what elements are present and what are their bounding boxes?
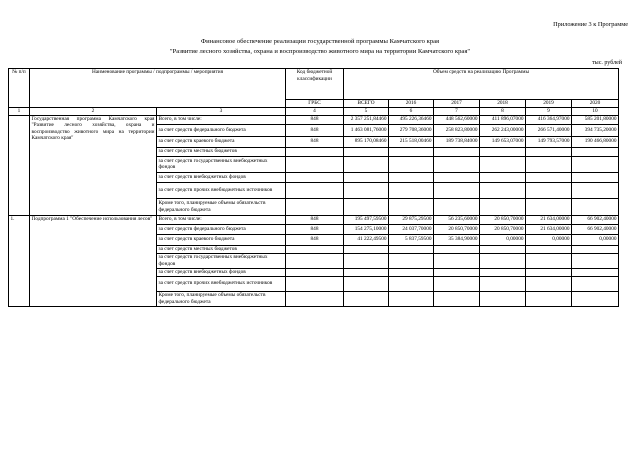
unit-note: тыс. рублей [592,60,622,66]
source-label: за счет средств государственных внебюджетных фондов [157,156,286,172]
subprogram-name: Подпрограмма 1 "Обеспечение использования лесов" [30,215,157,306]
col-number: 9 [526,108,572,116]
grbs-cell: 848 [286,215,344,224]
value-2020: 394 735,20000 [572,124,619,136]
value-2019: 0,00000 [526,234,572,245]
total-cell: 1 463 081,76000 [344,124,389,136]
col-number: 4 [286,108,344,116]
total-cell: 2 357 251,84460 [344,115,389,124]
value-2017: 189 738,84000 [434,136,480,147]
col-number: 8 [480,108,526,116]
source-label: за счет средств внебюджетных фондов [157,172,286,182]
value-2020: 66 902,40000 [572,215,619,224]
col-number: 3 [157,108,286,116]
table-row [9,115,619,124]
col-number: 5 [344,108,389,116]
value-2019: 21 634,00000 [526,224,572,234]
title-line-1: Финансовое обеспечение реализации государственной программы Камчатского края [200,38,440,45]
col-number: 7 [434,108,480,116]
value-2018: 20 850,70000 [480,215,526,224]
source-label: за счет средств внебюджетных фондов [157,268,286,276]
value-2018: 20 850,70000 [480,224,526,234]
grbs-cell: 848 [286,136,344,147]
source-label: за счет средств местных бюджетов [157,245,286,253]
grbs-cell: 848 [286,234,344,245]
grbs-cell: 848 [286,124,344,136]
value-2019: 149 793,57000 [526,136,572,147]
value-2016: 279 708,36000 [389,124,434,136]
value-2019: 21 634,00000 [526,215,572,224]
header-2017: 2017 [434,100,480,108]
header-name: Наименование программы / подпрограммы / мероприятия [30,69,286,108]
value-2020: 0,00000 [572,234,619,245]
value-2018: 262 243,00000 [480,124,526,136]
total-cell: 895 170,08460 [344,136,389,147]
value-2016: 5 837,59500 [389,234,434,245]
total-cell: 195 497,59500 [344,215,389,224]
value-2016: 215 518,00460 [389,136,434,147]
value-2018: 0,00000 [480,234,526,245]
source-label: за счет средств прочих внебюджетных источников [157,276,286,291]
value-2017: 448 562,60000 [434,115,480,124]
value-2016: 495 226,36460 [389,115,434,124]
column-number-row [9,108,619,116]
header-code: Код бюджетной классификации [286,69,344,100]
source-label: за счет средств государственных внебюджетных фондов [157,253,286,268]
header-2020: 2020 [572,100,619,108]
header-grbs: ГРБС [286,100,344,108]
value-2016: 29 875,29500 [389,215,434,224]
col-number: 2 [30,108,157,116]
value-2017: 258 823,80000 [434,124,480,136]
subprogram-num: 1. [9,215,30,306]
value-2016: 24 037,70000 [389,224,434,234]
col-number: 1 [9,108,30,116]
source-label: за счет средств краевого бюджета [157,234,286,245]
col-number: 6 [389,108,434,116]
value-2017: 56 235,60000 [434,215,480,224]
total-cell: 41 222,49500 [344,234,389,245]
value-2018: 149 653,07000 [480,136,526,147]
header-row [9,69,619,100]
source-label: за счет средств прочих внебюджетных источников [157,182,286,198]
source-label: Всего, в том числе: [157,215,286,224]
value-2017: 20 850,70000 [434,224,480,234]
grbs-cell: 848 [286,115,344,124]
source-label: за счет средств федерального бюджета [157,124,286,136]
finance-table [8,68,619,307]
source-label: Кроме того, планируемые объемы обязательств федерального бюджета [157,198,286,215]
source-label: Всего, в том числе: [157,115,286,124]
value-2019: 266 571,40000 [526,124,572,136]
header-2018: 2018 [480,100,526,108]
source-label: за счет средств краевого бюджета [157,136,286,147]
source-label: за счет средств местных бюджетов [157,147,286,156]
header-2019: 2019 [526,100,572,108]
table-row [9,215,619,224]
total-cell: 154 275,10000 [344,224,389,234]
value-2018: 411 896,07000 [480,115,526,124]
col-number: 10 [572,108,619,116]
header-funds: Объем средств на реализацию Программы [344,69,619,100]
program-num [9,115,30,215]
title-line-2: "Развитие лесного хозяйства, охрана и воспроизводство животного мира на территории Камчатского края" [169,47,471,55]
source-label: Кроме того, планируемые объемы обязательств федерального бюджета [157,291,286,306]
header-num: № п/п [9,69,30,108]
document-title [0,37,640,56]
header-2016: 2016 [389,100,434,108]
appendix-note: Приложение 3 к Программе [553,21,628,28]
source-label: за счет средств федерального бюджета [157,224,286,234]
header-total: ВСЕГО [344,100,389,108]
value-2020: 585 201,80000 [572,115,619,124]
value-2017: 35 384,90000 [434,234,480,245]
program-name: Государственная программа Камчатского края "Развитие лесного хозяйства, охрана и воспроизводство животного мира на территории Камчатского края" [30,115,157,215]
value-2019: 416 364,97000 [526,115,572,124]
grbs-cell: 848 [286,224,344,234]
value-2020: 66 902,40000 [572,224,619,234]
value-2020: 190 466,80000 [572,136,619,147]
